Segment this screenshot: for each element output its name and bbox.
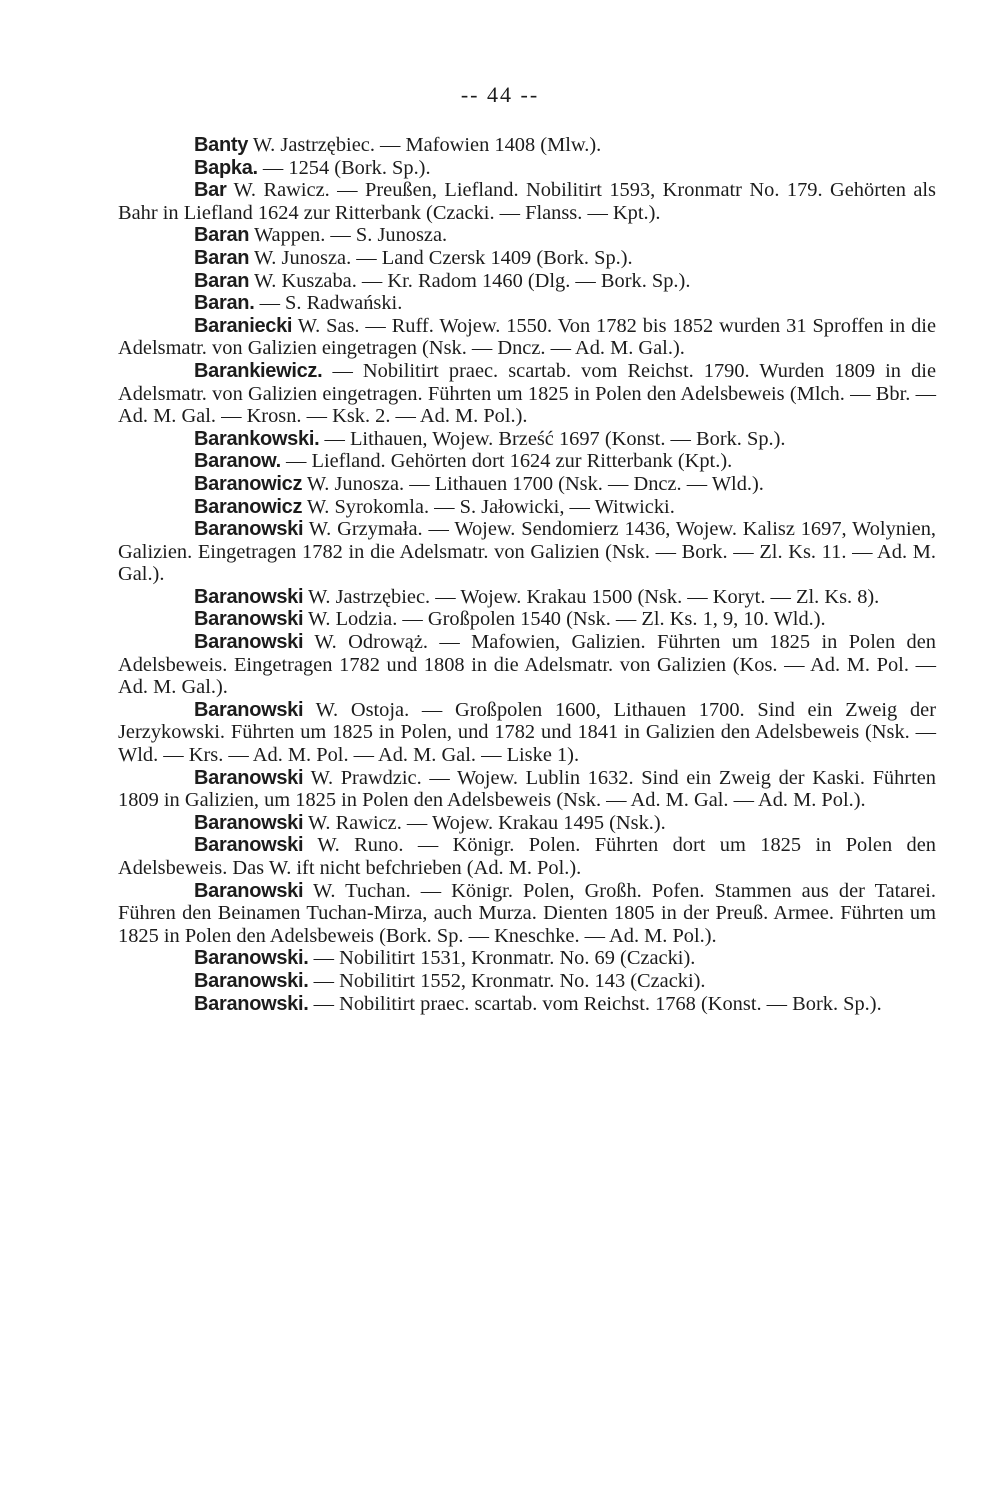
entry-text: W. Lodzia. — Großpolen 1540 (Nsk. — Zl. Ks. 1, 9, 10. Wld.). bbox=[308, 608, 826, 631]
entry bbox=[118, 586, 936, 609]
entry-name: Baranowski bbox=[194, 766, 304, 789]
entry-text: W. Syrokomla. — S. Jałowicki, — Witwicki. bbox=[306, 495, 675, 518]
entry-text: W. Jastrzębiec. — Mafowien 1408 (Mlw.). bbox=[252, 134, 602, 156]
entry bbox=[118, 292, 936, 315]
entry-name: Baranowski. bbox=[194, 992, 309, 1015]
entry-name: Baranowski bbox=[194, 698, 304, 721]
entry-name: Barankowski. bbox=[194, 427, 320, 450]
entry bbox=[118, 315, 936, 360]
entry-text: W. Prawdzic. — Wojew. Lublin 1632. Sind ein Zweig der Kaski. Führten 1809 in Galizien, um 1825 in Polen den Adelsbeweis (Nsk. — Ad. M. Gal. — Ad. M. Pol.). bbox=[118, 766, 937, 812]
entry bbox=[118, 224, 936, 247]
entry-text: W. Jastrzębiec. — Wojew. Krakau 1500 (Nsk. — Koryt. — Zl. Ks. 8). bbox=[308, 585, 880, 608]
entry-text: — S. Radwański. bbox=[259, 292, 403, 315]
entry bbox=[118, 360, 936, 428]
entry bbox=[118, 608, 936, 631]
entry bbox=[118, 699, 936, 767]
entry-text: W. Grzymała. — Wojew. Sendomierz 1436, Wojew. Kalisz 1697, Wolynien, Galizien. Eingetragen 1782 in die Adelsmatr. von Galizien (Nsk. — Bork. — Zl. Ks. 11. — Ad. M. Gal.). bbox=[118, 518, 936, 586]
entry-name: Baranowski bbox=[194, 608, 304, 631]
entry-text: — Nobilitirt 1552, Kronmatr. No. 143 (Czacki). bbox=[313, 969, 706, 992]
entry-text: W. Junosza. — Land Czersk 1409 (Bork. Sp.). bbox=[253, 246, 633, 269]
entry-name: Baranowski bbox=[194, 879, 304, 902]
entry-text: W. Odrowąż. — Mafowien, Galizien. Führten um 1825 in Polen den Adelsbeweis. Eingetragen 1782 und 1808 in die Adelsmatr. von Galizien (Kos. — Ad. M. Pol. — Ad. M. Gal.). bbox=[118, 631, 936, 699]
entry bbox=[118, 812, 936, 835]
entry-name: Baraniecki bbox=[194, 314, 293, 337]
entry-name: Barankiewicz. bbox=[194, 359, 323, 382]
entry-text: — Lithauen, Wojew. Brześć 1697 (Konst. — Bork. Sp.). bbox=[324, 427, 786, 450]
entry-text: — Liefland. Gehörten dort 1624 zur Ritterbank (Kpt.). bbox=[286, 450, 733, 473]
entry-name: Baranowicz bbox=[194, 472, 303, 495]
entry-name: Baran bbox=[194, 224, 250, 247]
entry bbox=[118, 970, 936, 993]
entry-text: — 1254 (Bork. Sp.). bbox=[262, 156, 431, 179]
entry bbox=[118, 179, 936, 224]
entry bbox=[118, 993, 936, 1016]
entry-name: Baranowski. bbox=[194, 947, 309, 970]
page-number: -- 44 -- bbox=[460, 82, 540, 107]
entry-name: Baranowski bbox=[194, 811, 304, 834]
entry-name: Banty bbox=[194, 134, 249, 156]
entry-text: W. Sas. — Ruff. Wojew. 1550. Von 1782 bis 1852 wurden 31 Sproffen in die Adelsmatr. von Galizien eingetragen (Nsk. — Dncz. — Ad. M. Gal.). bbox=[118, 314, 936, 360]
entry-name: Baranowski bbox=[194, 631, 304, 654]
entry-name: Baranowski bbox=[194, 518, 304, 541]
entry-name: Baranowicz bbox=[194, 495, 303, 518]
entry bbox=[118, 473, 936, 496]
entry bbox=[118, 247, 936, 270]
entry-text: W. Rawicz. — Wojew. Krakau 1495 (Nsk.). bbox=[308, 811, 666, 834]
entry-name: Baranowski bbox=[194, 834, 304, 857]
entry bbox=[118, 428, 936, 451]
entry-text: W. Junosza. — Lithauen 1700 (Nsk. — Dncz. — Wld.). bbox=[306, 472, 764, 495]
entry bbox=[118, 496, 936, 519]
entry bbox=[118, 157, 936, 180]
entry bbox=[118, 880, 936, 948]
entry bbox=[118, 631, 936, 699]
entry-text: — Nobilitirt praec. scartab. vom Reichst. 1790. Wurden 1809 in die Adelsmatr. von Galizien eingetragen. Führten um 1825 in Polen den Adelsbeweis (Mlch. — Bbr. — Ad. M. Gal. — Krosn. — Ksk. 2. — Ad. M. Pol.). bbox=[118, 359, 936, 428]
entry-text: W. Ostoja. — Großpolen 1600, Lithauen 1700. Sind ein Zweig der Jerzykowski. Führten um 1825 in Polen, und 1782 und 1841 in Galizien den Adelsbeweis (Nsk. — Wld. — Krs. — Ad. M. Pol. — Ad. M. Gal. — Liske 1). bbox=[118, 698, 937, 767]
entry-name: Bapka. bbox=[194, 156, 258, 179]
entry bbox=[118, 518, 936, 586]
entry bbox=[118, 450, 936, 473]
entry bbox=[118, 767, 936, 812]
entry-text: W. Kuszaba. — Kr. Radom 1460 (Dlg. — Bork. Sp.). bbox=[253, 269, 691, 292]
entry bbox=[118, 270, 936, 293]
entry-name: Baran bbox=[194, 246, 250, 269]
entry-text: — Nobilitirt praec. scartab. vom Reichst. 1768 (Konst. — Bork. Sp.). bbox=[313, 992, 882, 1015]
entry bbox=[118, 834, 936, 879]
entry-text: — Nobilitirt 1531, Kronmatr. No. 69 (Czacki). bbox=[313, 947, 696, 970]
entry-text: W. Tuchan. — Königr. Polen, Großh. Pofen. Stammen aus der Tatarei. Führen den Beinamen Tuchan-Mirza, auch Murza. Dienten 1805 in der Preuß. Armee. Führten um 1825 in Polen den Adelsbeweis (Bork. Sp. — Kneschke. — Ad. M. Pol.). bbox=[118, 879, 937, 947]
entry-name: Baranowski bbox=[194, 585, 304, 608]
entry-list bbox=[118, 134, 936, 1015]
entry-name: Baranow. bbox=[194, 450, 281, 473]
entry bbox=[118, 947, 936, 970]
entry-text: W. Runo. — Königr. Polen. Führten dort um 1825 in Polen den Adelsbeweis. Das W. ift nicht befchrieben (Ad. M. Pol.). bbox=[118, 834, 936, 879]
entry-name: Baranowski. bbox=[194, 969, 309, 992]
entry-text: W. Rawicz. — Preußen, Liefland. Nobilitirt 1593, Kronmatr No. 179. Gehörten als Bahr in Liefland 1624 zur Ritterbank (Czacki. — Flanss. — Kpt.). bbox=[118, 179, 936, 224]
entry-text: Wappen. — S. Junosza. bbox=[253, 224, 448, 247]
entry-name: Bar bbox=[194, 179, 227, 202]
entry bbox=[118, 134, 936, 157]
entry-name: Baran bbox=[194, 269, 250, 292]
entry-name: Baran. bbox=[194, 292, 255, 315]
